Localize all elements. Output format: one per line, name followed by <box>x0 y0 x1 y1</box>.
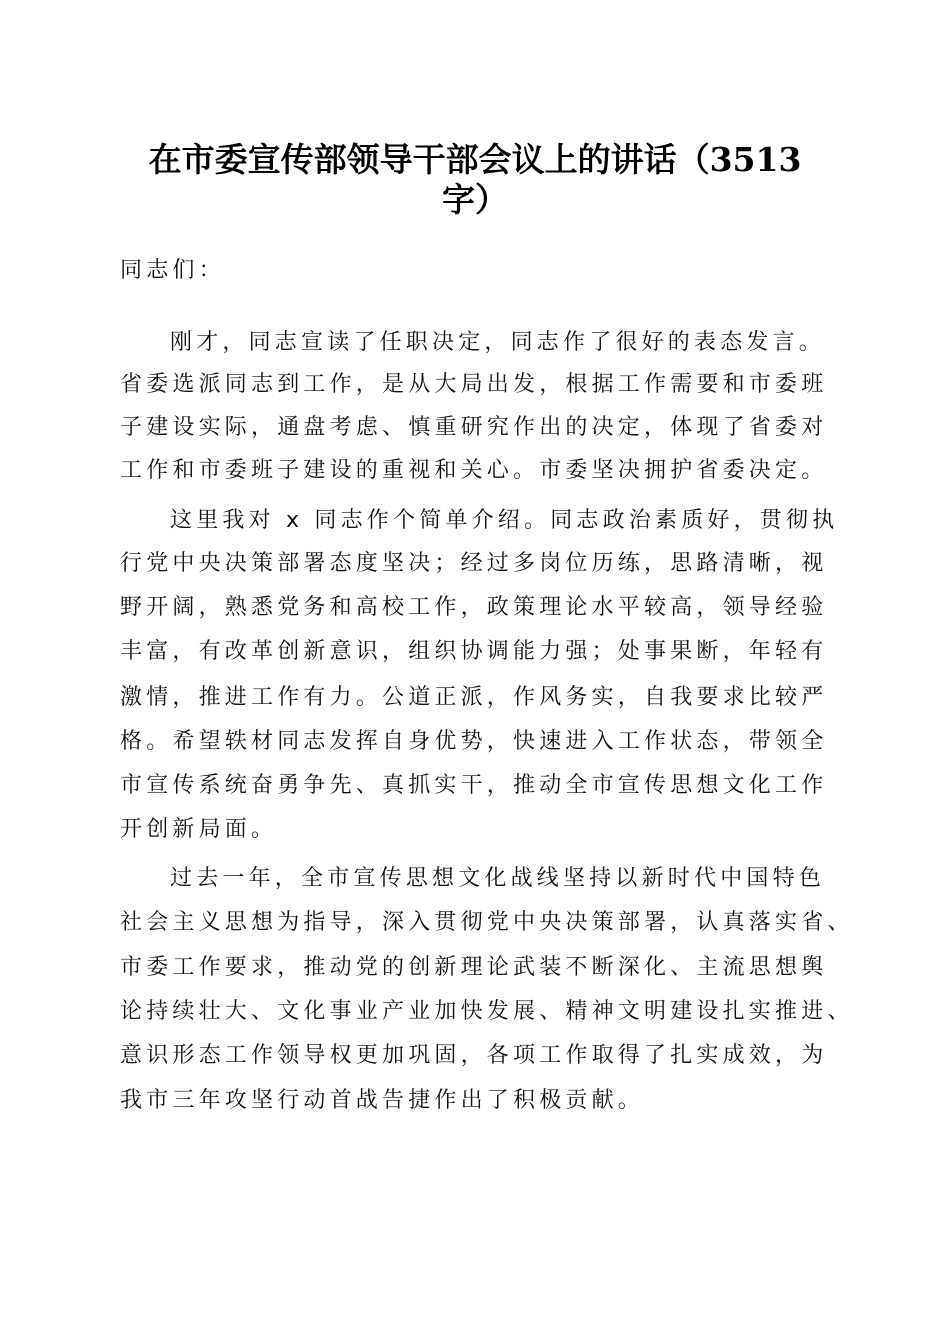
paragraph-1-line: 子建设实际，通盘考虑、慎重研究作出的决定，体现了省委对 <box>120 415 828 440</box>
paragraph-3-line: 意识形态工作领导权更加巩固，各项工作取得了扎实成效，为 <box>120 1043 828 1068</box>
paragraph-1-line: 工作和市委班子建设的重视和关心。市委坚决拥护省委决定。 <box>120 458 828 483</box>
paragraph-2-line: 开创新局面。 <box>120 817 278 842</box>
paragraph-2-line: 野开阔，熟悉党务和高校工作，政策理论水平较高，领导经验 <box>120 595 828 620</box>
paragraph-2-line: 格。希望轶材同志发挥自身优势，快速进入工作状态，带领全 <box>120 729 828 754</box>
paragraph-1-line: 省委选派同志到工作，是从大局出发，根据工作需要和市委班 <box>120 372 828 397</box>
paragraph-2-line: 丰富，有改革创新意识，组织协调能力强；处事果断，年轻有 <box>120 639 828 664</box>
salutation: 同志们： <box>120 258 225 283</box>
paragraph-3-line: 我市三年攻坚行动首战告捷作出了积极贡献。 <box>120 1088 645 1113</box>
document-title-line-2: 字） <box>442 180 508 219</box>
paragraph-2-line: 激情，推进工作有力。公道正派，作风务实，自我要求比较严 <box>120 685 828 710</box>
document-title-line-1: 在市委宣传部领导干部会议上的讲话（3513 <box>148 140 802 179</box>
paragraph-3-line: 过去一年，全市宣传思想文化战线坚持以新时代中国特色 <box>170 866 826 891</box>
paragraph-3-line: 论持续壮大、文化事业产业加快发展、精神文明建设扎实推进、 <box>120 999 854 1024</box>
paragraph-3-line: 社会主义思想为指导，深入贯彻党中央决策部署，认真落实省、 <box>120 910 854 935</box>
paragraph-2-line: 这里我对 x 同志作个简单介绍。同志政治素质好，贯彻执 <box>170 508 839 533</box>
paragraph-1-line: 刚才，同志宣读了任职决定，同志作了很好的表态发言。 <box>170 330 826 355</box>
paragraph-3-line: 市委工作要求，推动党的创新理论武装不断深化、主流思想舆 <box>120 955 828 980</box>
paragraph-2-line: 行党中央决策部署态度坚决；经过多岗位历练，思路清晰，视 <box>120 551 828 576</box>
paragraph-2-line: 市宣传系统奋勇争先、真抓实干，推动全市宣传思想文化工作 <box>120 773 828 798</box>
